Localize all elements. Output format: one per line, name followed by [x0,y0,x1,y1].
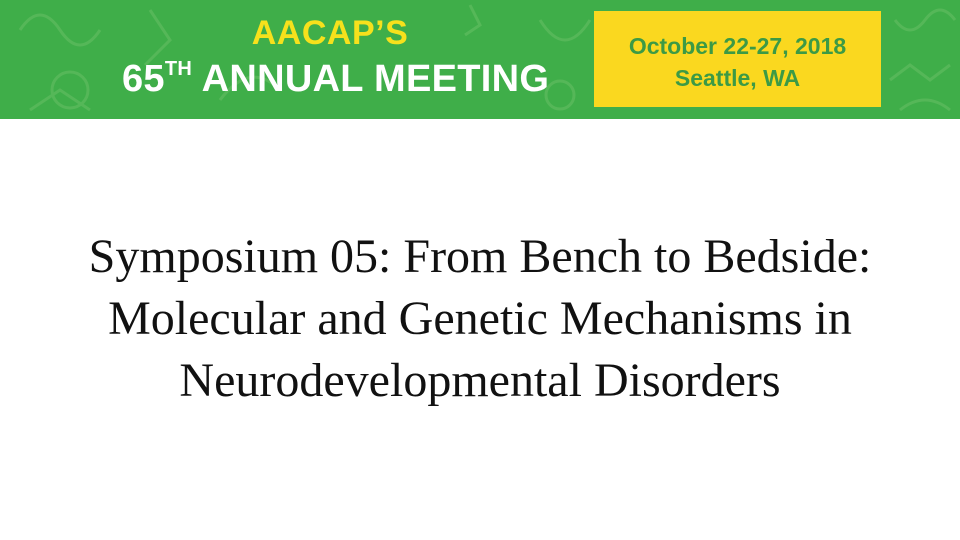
meeting-location: Seattle, WA [674,65,801,91]
meeting-title [122,58,549,101]
org-name: AACAP’S [251,14,409,52]
slide-title [20,226,940,412]
meeting-number: 65 [122,58,165,100]
meeting-ordinal-suffix: TH [164,58,193,80]
meeting-dates: October 22-27, 2018 [628,33,847,59]
header-banner [0,0,960,119]
slide-title-line: Symposium 05: From Bench to Bedside: [88,230,872,283]
date-location-box [594,11,881,107]
slide-title-line: Molecular and Genetic Mechanisms in [108,292,852,345]
meeting-title-rest: ANNUAL MEETING [201,58,550,100]
meeting-name-block [0,0,580,119]
slide-title-line: Neurodevelopmental Disorders [179,354,781,407]
